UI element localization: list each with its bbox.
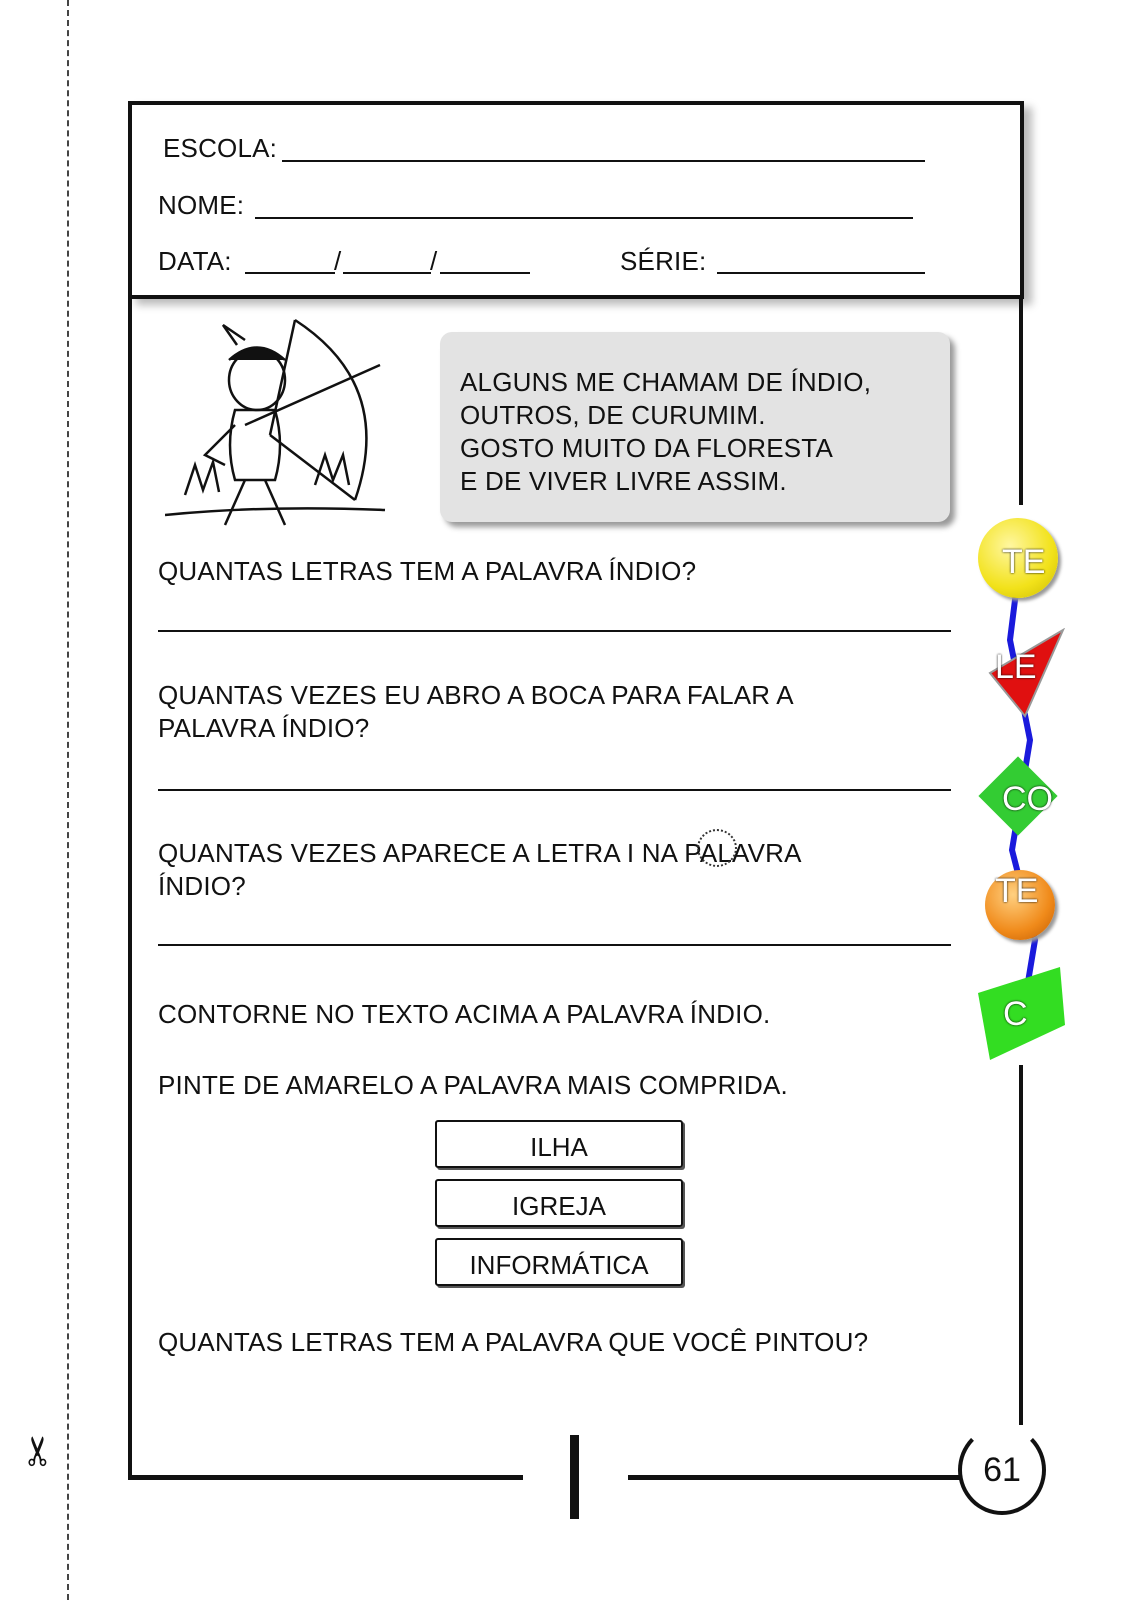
badge-text: C <box>1003 995 1028 1033</box>
word-box-informatica[interactable]: INFORMÁTICA <box>435 1238 683 1286</box>
indian-boy-archer-illustration <box>165 315 400 545</box>
frame-left <box>128 295 132 1479</box>
question-4: CONTORNE NO TEXTO ACIMA A PALAVRA ÍNDIO. <box>158 999 771 1029</box>
escola-label: ESCOLA: <box>163 133 278 163</box>
frame-bottom-right <box>628 1475 963 1480</box>
date-year-field[interactable] <box>440 272 530 274</box>
answer-line-2[interactable] <box>158 789 951 791</box>
cloud-icon <box>697 829 737 867</box>
cut-line <box>67 0 69 1600</box>
escola-field[interactable] <box>282 160 925 162</box>
scissors-icon: ✂ <box>16 1434 61 1468</box>
date-separator: / <box>334 246 342 276</box>
poem-line: OUTROS, DE CURUMIM. <box>460 400 766 430</box>
frame-right-bottom <box>1019 1065 1023 1425</box>
serie-label: SÉRIE: <box>620 246 707 276</box>
frame-center-bar <box>570 1435 579 1519</box>
question-5: PINTE DE AMARELO A PALAVRA MAIS COMPRIDA. <box>158 1070 788 1100</box>
question-2-line1: QUANTAS VEZES EU ABRO A BOCA PARA FALAR A <box>158 680 794 710</box>
badge-text: TE <box>1002 543 1046 581</box>
nome-field[interactable] <box>255 217 913 219</box>
data-label: DATA: <box>158 246 232 276</box>
page-number: 61 <box>983 1451 1021 1489</box>
header-box <box>128 101 1024 299</box>
nome-label: NOME: <box>158 190 245 220</box>
answer-line-3[interactable] <box>158 944 951 946</box>
poem-line: ALGUNS ME CHAMAM DE ÍNDIO, <box>460 367 872 397</box>
badge-text: TE <box>995 872 1039 910</box>
question-3-line2: ÍNDIO? <box>158 871 246 901</box>
word-box-igreja[interactable]: IGREJA <box>435 1179 683 1227</box>
badge-text: LE <box>995 648 1037 686</box>
date-separator: / <box>430 246 438 276</box>
question-2-line2: PALAVRA ÍNDIO? <box>158 713 370 743</box>
serie-field[interactable] <box>717 272 925 274</box>
date-month-field[interactable] <box>343 272 431 274</box>
badge-text: CO <box>1002 780 1053 818</box>
poem-box <box>440 332 950 522</box>
date-day-field[interactable] <box>245 272 335 274</box>
poem-line: GOSTO MUITO DA FLORESTA <box>460 433 833 463</box>
word-box-ilha[interactable]: ILHA <box>435 1120 683 1168</box>
frame-bottom-left <box>128 1475 523 1480</box>
poem-line: E DE VIVER LIVRE ASSIM. <box>460 466 787 496</box>
question-6: QUANTAS LETRAS TEM A PALAVRA QUE VOCÊ PINTOU? <box>158 1327 869 1357</box>
question-1: QUANTAS LETRAS TEM A PALAVRA ÍNDIO? <box>158 556 697 586</box>
question-3-line1: QUANTAS VEZES APARECE A LETRA I NA PALAVRA <box>158 838 802 868</box>
page-number-badge <box>958 1425 1046 1515</box>
answer-line-1[interactable] <box>158 630 951 632</box>
frame-right-top <box>1019 295 1023 505</box>
